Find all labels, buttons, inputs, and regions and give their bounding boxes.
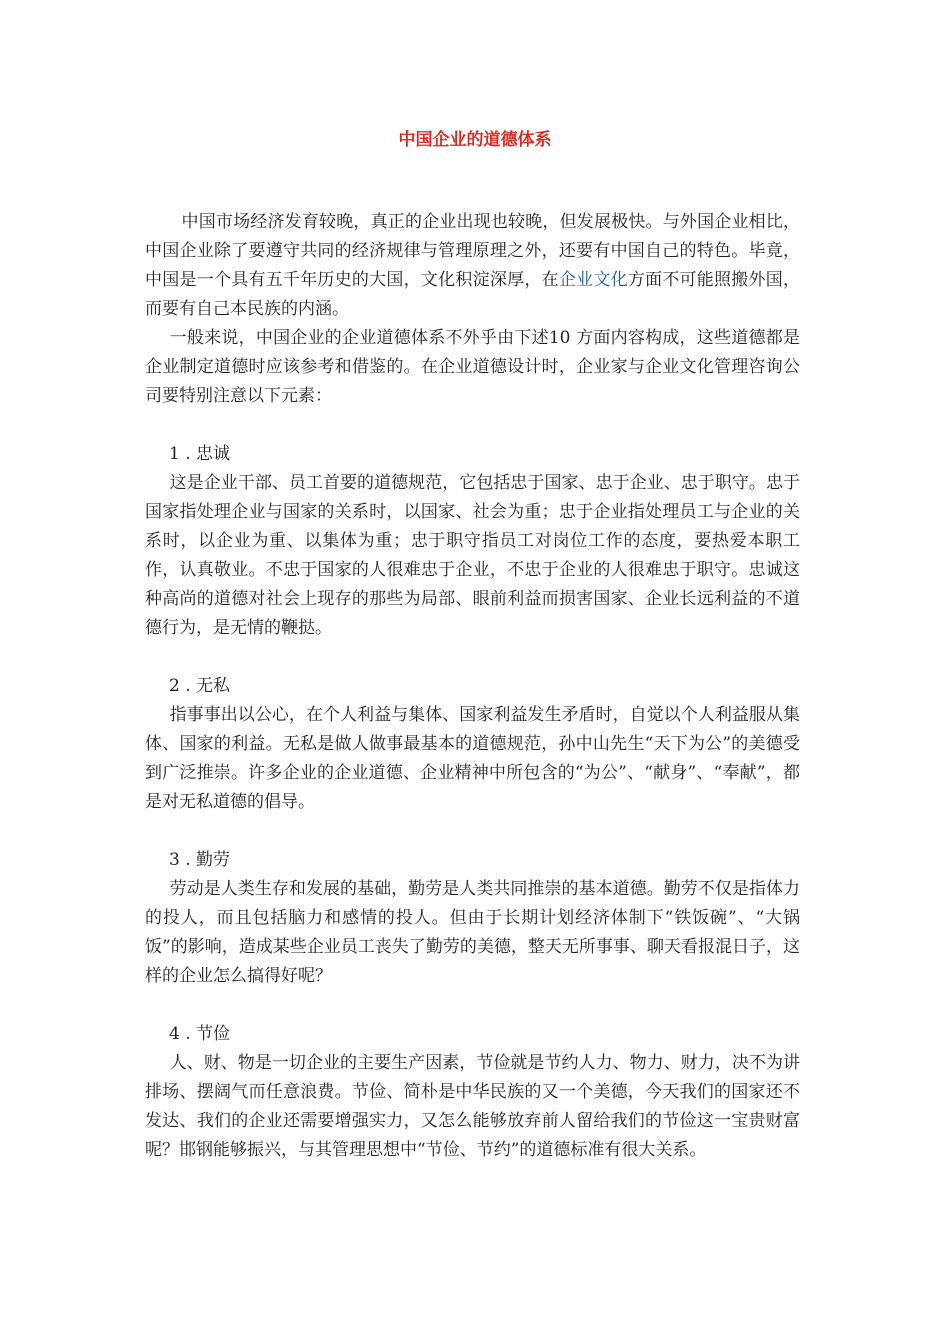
section-heading-selflessness: 2 . 无私 (169, 676, 231, 696)
document-body (145, 208, 800, 1165)
intro-paragraph-1 (145, 208, 800, 324)
section-heading-diligence: 3 . 勤劳 (169, 850, 231, 870)
intro-text-end: 方面不可能照搬外国，而要有自己本民族的内涵。 (145, 270, 801, 319)
section-text-selflessness: 指事事出以公心，在个人利益与集体、国家利益发生矛盾时，自觉以个人利益服从集体、国家的利益。无私是做人做事最基本的道德规范，孙中山先生“天下为公”的美德受到广泛推崇。许多企业的企业道德、企业精神中所包含的“为公”、“献身”、“奉献”，都是对无私道德的倡导。 (145, 705, 800, 812)
section-text-diligence: 劳动是人类生存和发展的基础，勤劳是人类共同推崇的基本道德。勤劳不仅是指体力的投人，而且包括脑力和感情的投人。但由于长期计划经济体制下“铁饭碗”、“大锅饭”的影响，造成某些企业员工丧失了勤劳的美德，整天无所事事、聊天看报混日子，这样的企业怎么搞得好呢？ (145, 879, 800, 986)
section-heading-loyalty: 1 . 忠诚 (169, 444, 231, 464)
intro-text: 中国市场经济发育较晚，真正的企业出现也较晚，但发展极快。与外国企业相比，中国企业除了要遵守共同的经济规律与管理原理之外，还要有中国自己的特色。毕竟，中国是一个具有五千年历史的大国，文化积淀深厚，在 (145, 212, 800, 290)
document-title: 中国企业的道德体系 (398, 130, 552, 150)
section-text-thrift: 人、财、物是一切企业的主要生产因素，节俭就是节约人力、物力、财力，决不为讲排场、摆阔气而任意浪费。节俭、简朴是中华民族的又一个美德，今天我们的国家还不发达、我们的企业还需要增强实力，又怎么能够放弃前人留给我们的节俭这一宝贵财富呢？邯钢能够振兴，与其管理思想中“节俭、节约”的道德标准有很大关系。 (145, 1053, 800, 1160)
section-text-loyalty: 这是企业干部、员工首要的道德规范，它包括忠于国家、忠于企业、忠于职守。忠于国家指处理企业与国家的关系时，以国家、社会为重；忠于企业指处理员工与企业的关系时，以企业为重、以集体为重；忠于职守指员工对岗位工作的态度，要热爱本职工作，认真敬业。不忠于国家的人很难忠于企业，不忠于企业的人很难忠于职守。忠诚这种高尚的道德对社会上现存的那些为局部、眼前利益而损害国家、企业长远利益的不道德行为，是无情的鞭挞。 (145, 473, 800, 638)
enterprise-culture-link[interactable]: 企业文化 (558, 270, 628, 290)
section-heading-thrift: 4 . 节俭 (169, 1024, 231, 1044)
intro-paragraph-2: 一般来说，中国企业的企业道德体系不外乎由下述10 方面内容构成，这些道德都是企业制定道德时应该参考和借鉴的。在企业道德设计时，企业家与企业文化管理咨询公司要特别注意以下元素： (145, 328, 800, 406)
